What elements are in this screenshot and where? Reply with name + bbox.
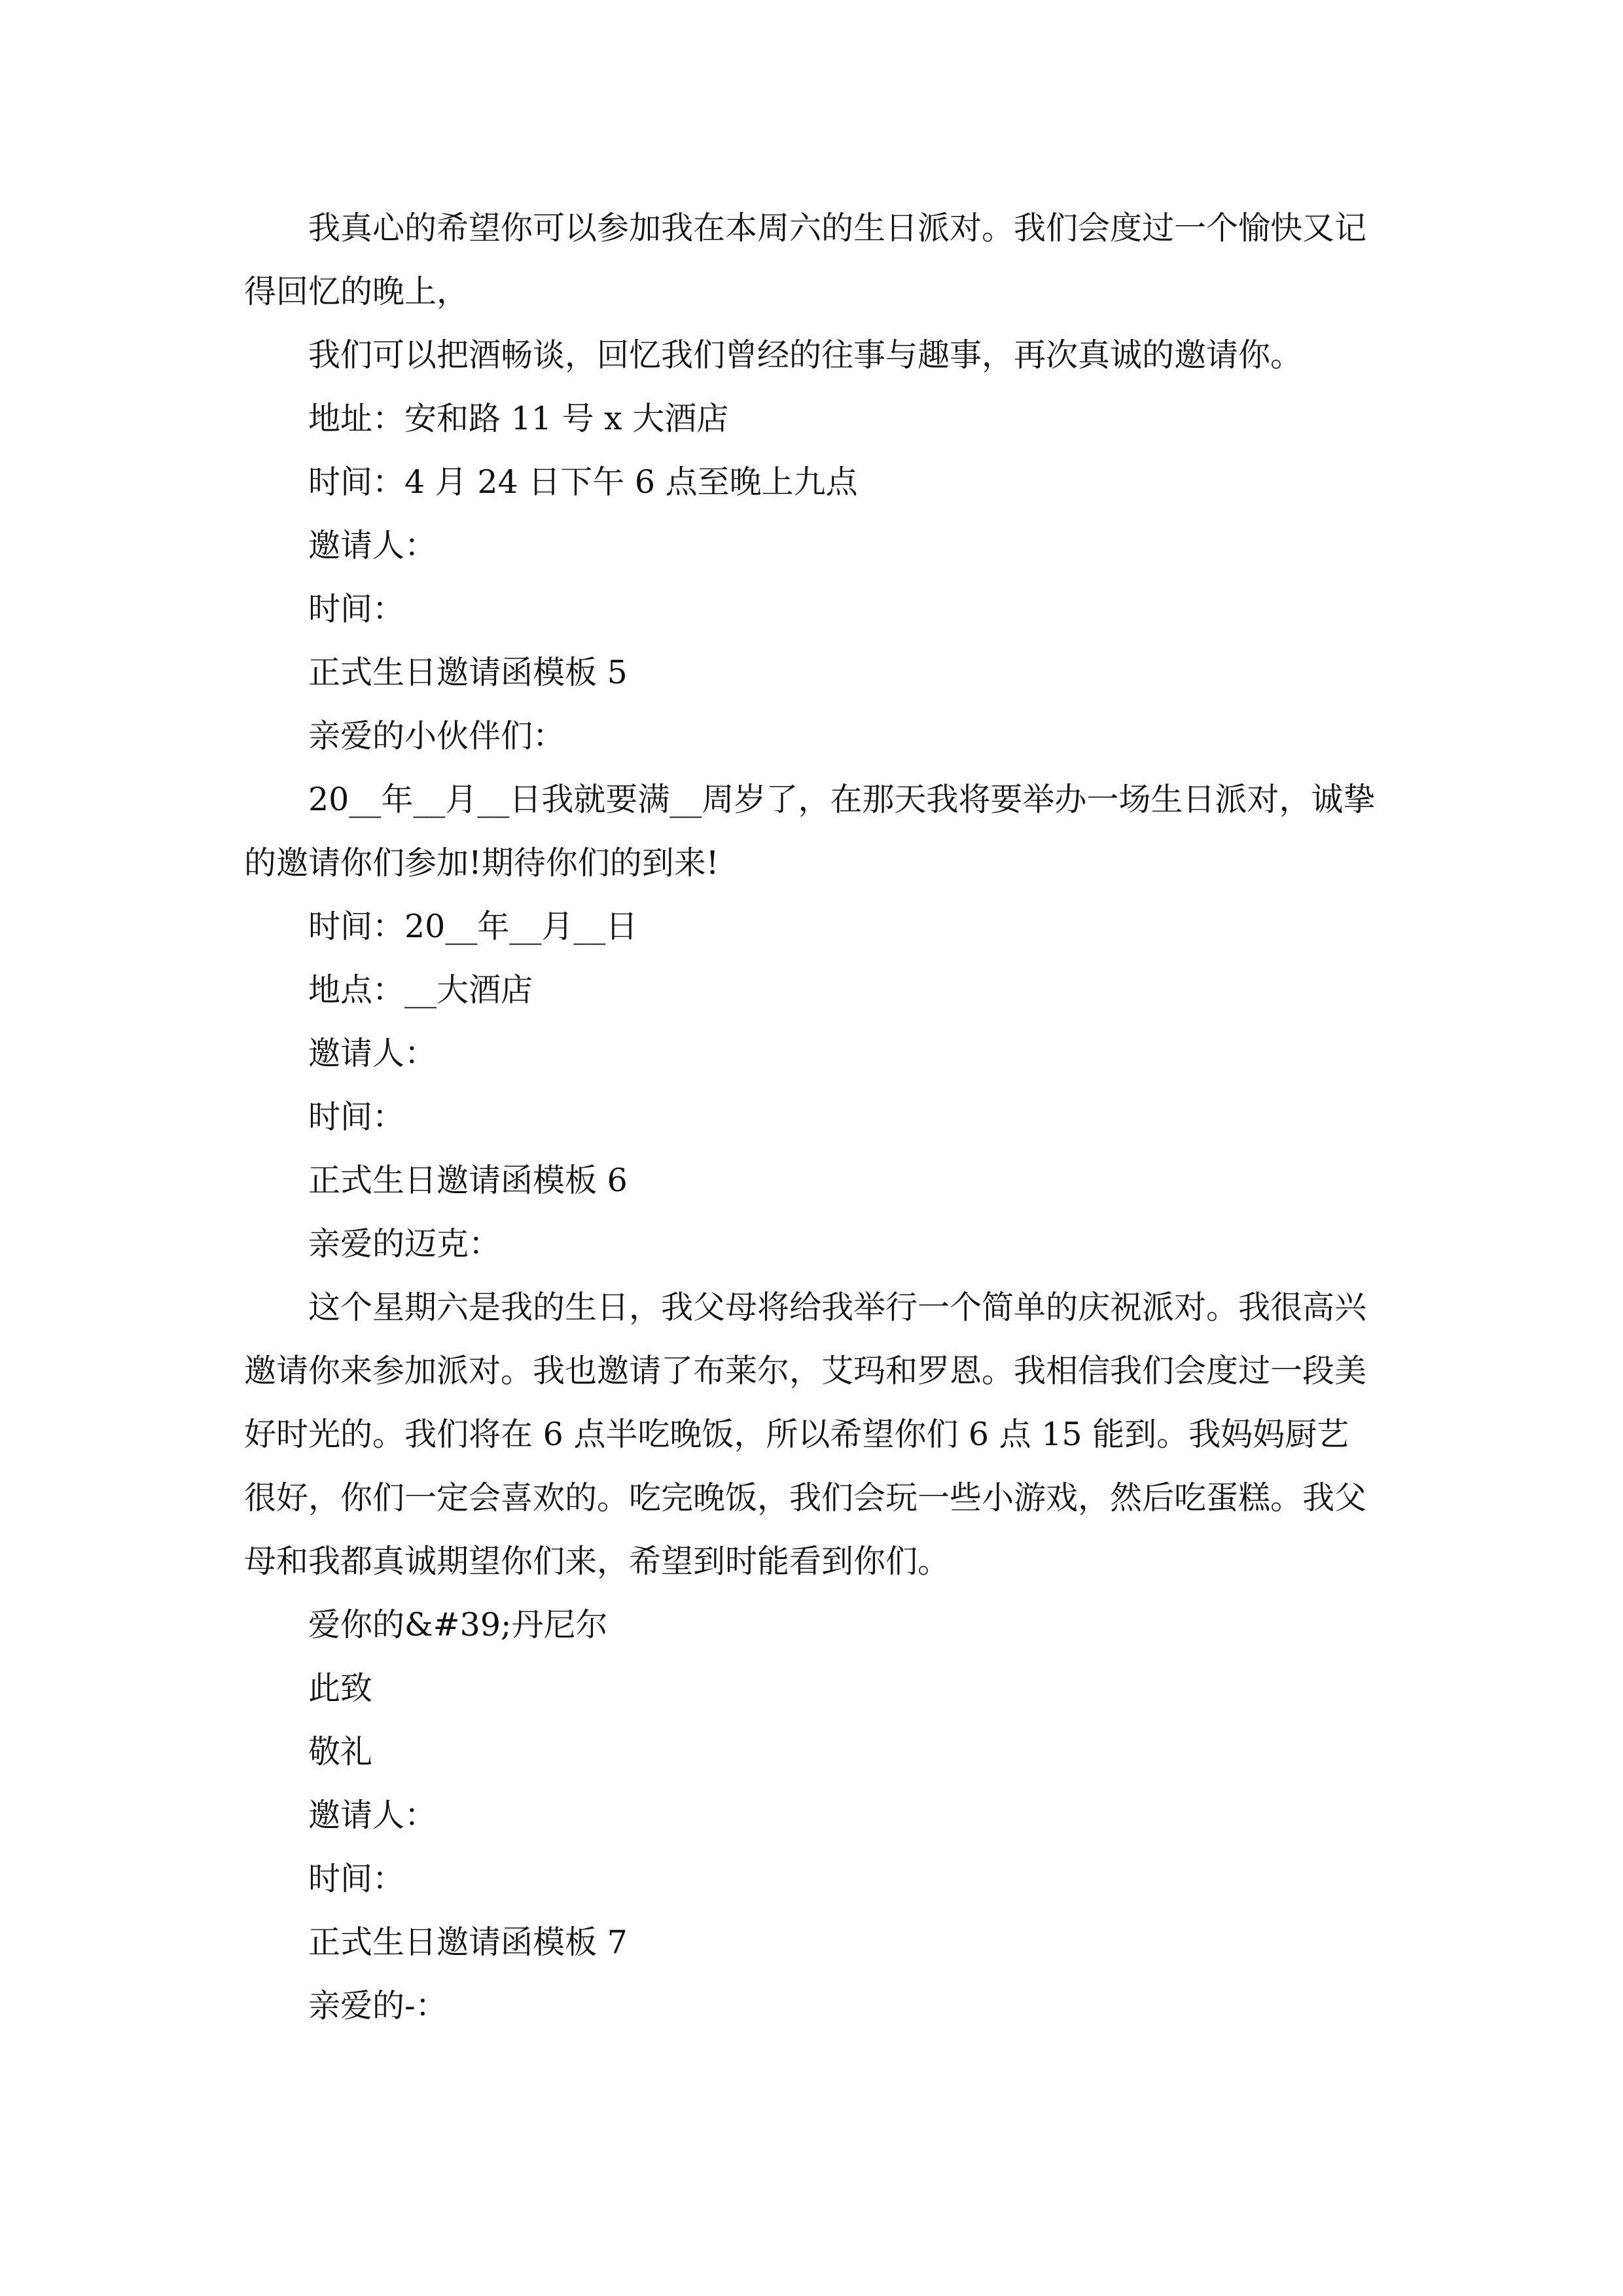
paragraph-invitation-body: 这个星期六是我的生日，我父母将给我举行一个简单的庆祝派对。我很高兴邀请你来参加派对。我也邀请了布莱尔，艾玛和罗恩。我相信我们会度过一段美好时光的。我们将在 6 点半吃晚饭，所以希望你们 6 点 15 能到。我妈妈厨艺很好，你们一定会喜欢的。吃完晚饭，我们会玩一些小游戏，然后吃蛋糕。我父母和我都真诚期望你们来，希望到时能看到你们。 [244,1289,1367,1580]
paragraph-date: 时间： [308,590,405,628]
paragraph-closing: 此致 [308,1670,373,1707]
section-heading-template-7: 正式生日邀请函模板 7 [308,1924,628,1961]
paragraph-location: 地点：__大酒店 [308,971,533,1009]
document-body [244,196,1380,2037]
section-heading-template-5: 正式生日邀请函模板 5 [308,654,628,691]
paragraph-date: 时间： [308,1098,405,1136]
paragraph-signoff: 爱你的&#39;丹尼尔 [308,1606,608,1643]
paragraph-invitation-sincere: 我们可以把酒畅谈，回忆我们曾经的往事与趣事，再次真诚的邀请你。 [308,336,1303,374]
paragraph-invitation-intro: 我真心的希望你可以参加我在本周六的生日派对。我们会度过一个愉快又记得回忆的晚上， [244,209,1367,310]
paragraph-date: 时间： [308,1860,405,1897]
paragraph-inviter: 邀请人： [308,527,437,564]
paragraph-inviter: 邀请人： [308,1035,437,1072]
paragraph-salutation: 亲爱的-： [308,1987,448,2024]
paragraph-invitation-body: 20__年__月__日我就要满__周岁了，在那天我将要举办一场生日派对，诚挚的邀请你们参加!期待你们的到来! [244,781,1376,882]
paragraph-address: 地址：安和路 11 号 x 大酒店 [308,400,729,437]
paragraph-time: 时间：4 月 24 日下午 6 点至晚上九点 [308,463,858,501]
paragraph-salutation: 亲爱的迈克： [308,1225,501,1263]
paragraph-inviter: 邀请人： [308,1797,437,1834]
paragraph-regards: 敬礼 [308,1733,373,1770]
paragraph-salutation: 亲爱的小伙伴们： [308,717,565,755]
paragraph-time: 时间：20__年__月__日 [308,908,638,945]
section-heading-template-6: 正式生日邀请函模板 6 [308,1162,628,1199]
